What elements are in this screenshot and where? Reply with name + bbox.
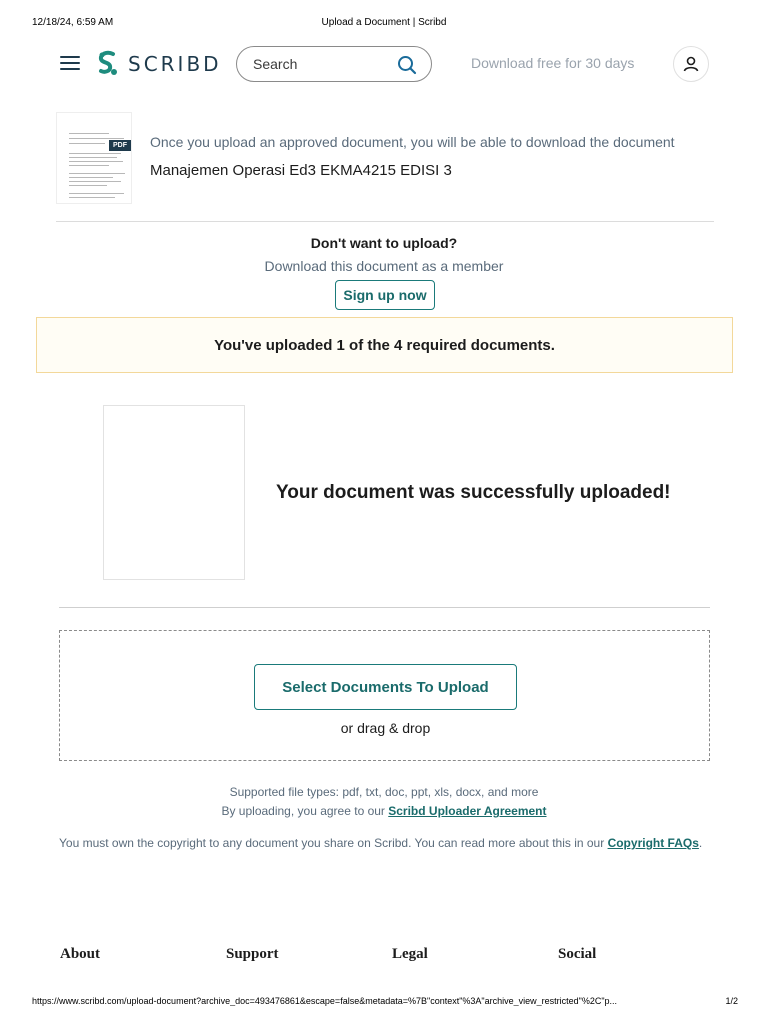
- copyright-notice: [59, 834, 710, 853]
- upload-dropzone[interactable]: [59, 630, 710, 761]
- member-question: Don't want to upload?: [310, 235, 458, 251]
- uploaded-document-preview: [103, 405, 245, 580]
- search-icon[interactable]: [397, 55, 417, 75]
- search-bar[interactable]: [236, 46, 432, 82]
- print-footer: [0, 996, 768, 1008]
- print-page-number: 1/2: [725, 996, 738, 1006]
- upload-progress-notice: [36, 317, 733, 373]
- copyright-text: You must own the copyright to any document you share on Scribd. You can read more about this in our: [59, 836, 608, 850]
- hamburger-icon[interactable]: [60, 56, 80, 72]
- select-documents-button[interactable]: Select Documents To Upload: [254, 664, 517, 710]
- upload-progress-text: You've uploaded 1 of the 4 required documents.: [214, 336, 555, 354]
- section-divider: [59, 607, 710, 608]
- print-url: https://www.scribd.com/upload-document?archive_doc=493476861&escape=false&metadata=%7B"context"%3A"archive_view_restricted"%2C"p...: [32, 996, 618, 1006]
- footer-support[interactable]: Support: [226, 946, 279, 962]
- document-title: Manajemen Operasi Ed3 EKMA4215 EDISI 3: [150, 162, 452, 179]
- upload-message: Once you upload an approved document, you will be able to download the document: [150, 134, 675, 150]
- top-navigation: [0, 44, 768, 84]
- scribd-logo[interactable]: [96, 50, 222, 78]
- footer-legal[interactable]: Legal: [392, 946, 428, 962]
- print-header: [0, 17, 768, 31]
- document-thumbnail: [56, 112, 132, 204]
- uploader-agreement-link[interactable]: Scribd Uploader Agreement: [388, 804, 547, 818]
- drag-drop-text: or drag & drop: [340, 720, 431, 736]
- download-free-link[interactable]: Download free for 30 days: [471, 55, 635, 71]
- search-input[interactable]: [253, 56, 383, 72]
- sign-up-button[interactable]: Sign up now: [335, 280, 435, 310]
- logo-wordmark: SCRIBD: [128, 52, 222, 76]
- member-subtitle: Download this document as a member: [264, 258, 504, 274]
- footer-social[interactable]: Social: [558, 946, 597, 962]
- supported-file-types: Supported file types: pdf, txt, doc, ppt, xls, docx, and more: [229, 785, 539, 799]
- copyright-faqs-link[interactable]: Copyright FAQs: [607, 836, 699, 850]
- agreement-prefix: By uploading, you agree to our: [221, 804, 389, 818]
- profile-button[interactable]: [673, 46, 709, 82]
- footer-about[interactable]: About: [60, 946, 101, 962]
- user-icon: [682, 55, 700, 73]
- scribd-logo-icon: [96, 50, 120, 78]
- print-page-title: Upload a Document | Scribd: [321, 17, 447, 28]
- pdf-badge: PDF: [109, 140, 131, 151]
- upload-success-message: Your document was successfully uploaded!: [276, 482, 671, 503]
- document-info: [56, 112, 714, 222]
- copyright-end: .: [698, 836, 703, 850]
- member-section: [0, 235, 768, 274]
- uploader-agreement-text: [0, 804, 768, 818]
- print-datetime: 12/18/24, 6:59 AM: [32, 17, 114, 28]
